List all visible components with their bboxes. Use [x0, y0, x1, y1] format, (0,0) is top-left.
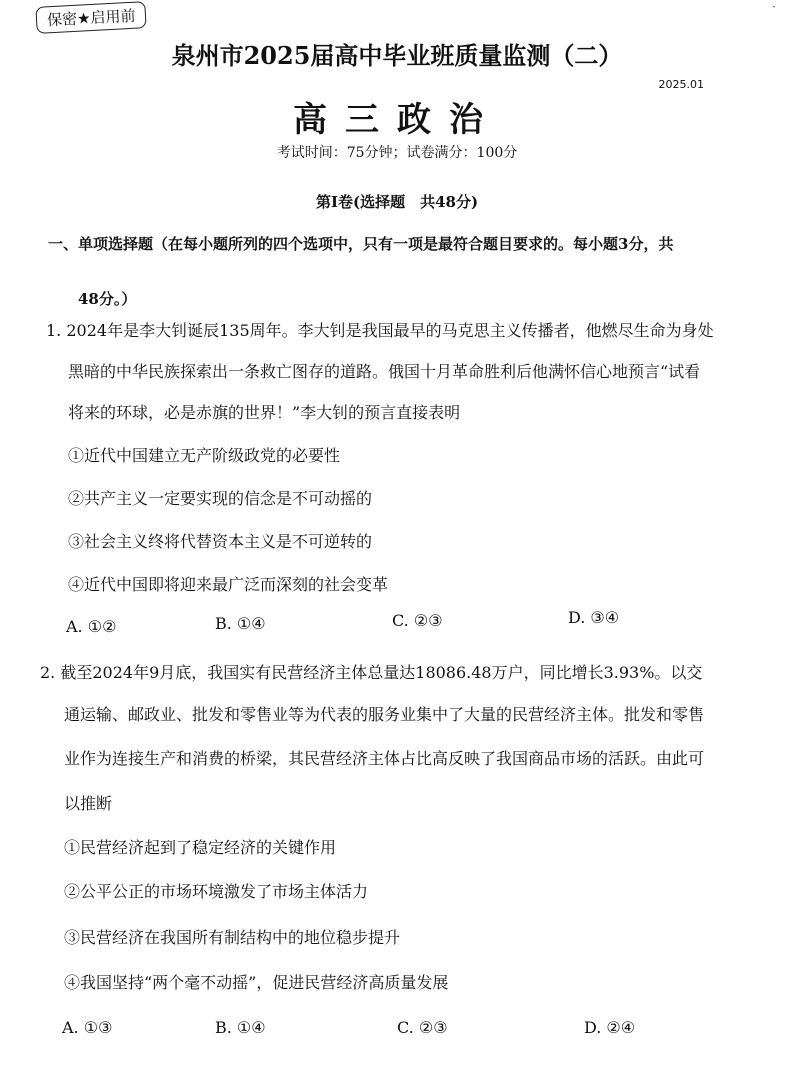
q1-stem-text-1: 2024年是李大钊诞辰135周年。李大钊是我国最早的马克思主义传播者，他燃尽生命为身处	[66, 321, 714, 340]
q2-stem-line-2: 通运输、邮政业、批发和零售业等为代表的服务业集中了大量的民营经济主体。批发和零售	[64, 705, 705, 724]
q2-statement-3: ③民营经济在我国所有制结构中的地位稳步提升	[64, 928, 401, 947]
section-title: 第Ⅰ卷(选择题 共48分)	[315, 193, 479, 211]
q2-option-b: B. ①④	[215, 1018, 266, 1037]
q2-option-a: A. ①③	[62, 1018, 113, 1037]
q2-statement-1: ①民营经济起到了稳定经济的关键作用	[64, 838, 337, 857]
q2-stem-line-3: 业作为连接生产和消费的桥梁，其民营经济主体占比高反映了我国商品市场的活跃。由此可	[64, 749, 705, 768]
q2-option-c: C. ②③	[397, 1018, 448, 1037]
q1-stem-line-1	[46, 318, 714, 341]
instructions-line-1: 一、单项选择题（在每小题所列的四个选项中，只有一项是最符合题目要求的。每小题3分，共	[48, 235, 674, 253]
q1-statement-2: ②共产主义一定要实现的信念是不可动摇的	[68, 489, 373, 508]
q1-option-a: A. ①②	[66, 617, 117, 636]
q2-stem-line-1	[40, 660, 702, 683]
q1-number: 1.	[46, 321, 62, 340]
q2-statement-4: ④我国坚持“两个毫不动摇”，促进民营经济高质量发展	[64, 973, 449, 992]
confidential-stamp: 保密★启用前	[35, 1, 147, 34]
q1-option-d: D. ③④	[568, 608, 620, 627]
exam-info: 考试时间：75分钟；试卷满分：100分	[276, 145, 518, 161]
instructions-line-2: 48分。）	[78, 290, 137, 308]
q2-stem-text-1: 截至2024年9月底，我国实有民营经济主体总量达18086.48万户，同比增长3.93%。以交	[60, 663, 703, 682]
q1-statement-3: ③社会主义终将代替资本主义是不可逆转的	[68, 532, 373, 551]
q1-stem-line-3: 将来的环球，必是赤旗的世界！”李大钊的预言直接表明	[68, 403, 461, 422]
q2-option-d: D. ②④	[584, 1018, 636, 1037]
q2-number: 2.	[40, 663, 56, 682]
exam-title: 泉州市2025届高中毕业班质量监测（二）	[171, 41, 623, 70]
q2-statement-2: ②公平公正的市场环境激发了市场主体活力	[64, 882, 369, 901]
exam-date: 2025.01	[658, 78, 704, 91]
subject-title: 高三政治	[293, 100, 501, 140]
q1-option-c: C. ②③	[392, 611, 443, 630]
q1-statement-1: ①近代中国建立无产阶级政党的必要性	[68, 446, 341, 465]
q1-stem-line-2: 黑暗的中华民族探索出一条救亡图存的道路。俄国十月革命胜利后他满怀信心地预言“试看	[68, 362, 701, 381]
q1-statement-4: ④近代中国即将迎来最广泛而深刻的社会变革	[68, 575, 389, 594]
q1-option-b: B. ①④	[215, 614, 266, 633]
corner-mark: ·	[772, 0, 776, 14]
q2-stem-line-4: 以推断	[64, 794, 113, 813]
